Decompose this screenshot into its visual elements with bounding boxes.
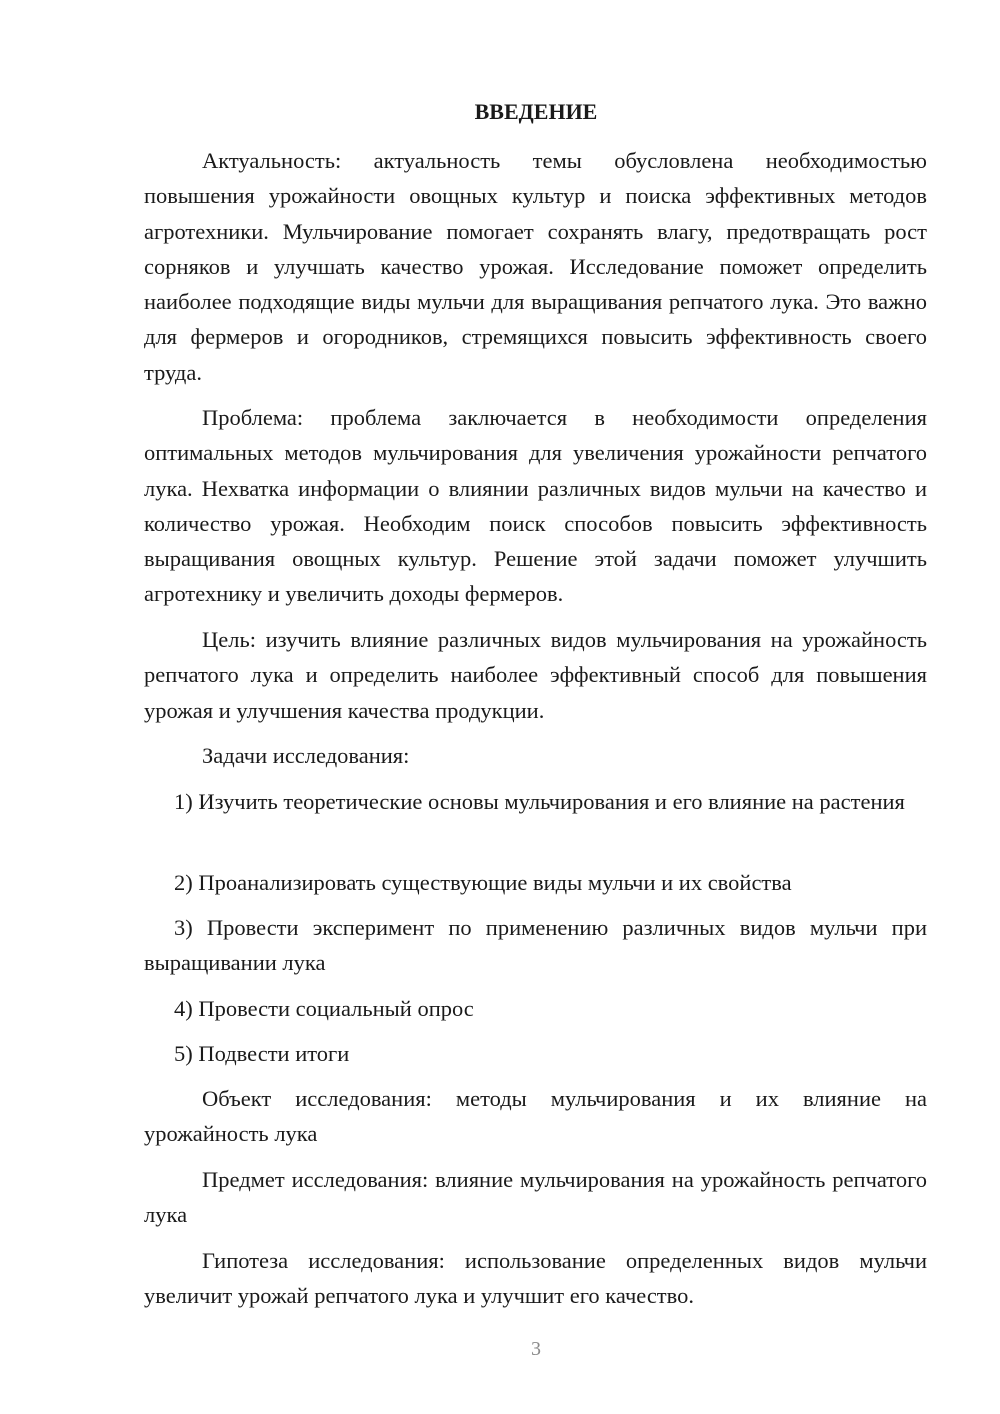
tasks-heading: Задачи исследования: — [202, 743, 410, 768]
problem-paragraph: Проблема: проблема заключается в необходимости определения оптимальных методов мульчирования для увеличения урожайности репчатого лука. Нехватка информации о влиянии различных видов мульчи на качество и количество урожая. Необходим поиск способов повысить эффективность выращивания овощных культур. Решение этой задачи поможет улучшить агротехнику и увеличить доходы фермеров. — [144, 405, 927, 607]
page-title: ВВЕДЕНИЕ — [474, 99, 598, 124]
task-item-3: 3) Провести эксперимент по применению различных видов мульчи при выращивании лука — [144, 915, 927, 976]
hypothesis-paragraph: Гипотеза исследования: использование определенных видов мульчи увеличит урожай репчатого лука и улучшит его качество. — [144, 1248, 927, 1309]
subject-paragraph: Предмет исследования: влияние мульчирования на урожайность репчатого лука — [144, 1167, 927, 1228]
task-item-4: 4) Провести социальный опрос — [174, 996, 474, 1021]
object-paragraph: Объект исследования: методы мульчирования и их влияние на урожайность лука — [144, 1086, 927, 1147]
task-item-2: 2) Проанализировать существующие виды мульчи и их свойства — [174, 870, 792, 895]
goal-paragraph: Цель: изучить влияние различных видов мульчирования на урожайность репчатого лука и определить наиболее эффективный способ для повышения урожая и улучшения качества продукции. — [144, 627, 927, 723]
task-item-1: 1) Изучить теоретические основы мульчирования и его влияние на растения — [174, 789, 905, 814]
task-item-5: 5) Подвести итоги — [174, 1041, 350, 1066]
relevance-paragraph: Актуальность: актуальность темы обусловлена необходимостью повышения урожайности овощных культур и поиска эффективных методов агротехники. Мульчирование помогает сохранять влагу, предотвращать рост сорняков и улучшать качество урожая. Исследование поможет определить наиболее подходящие виды мульчи для выращивания репчатого лука. Это важно для фермеров и огородников, стремящихся повысить эффективность своего труда. — [144, 148, 927, 385]
page-number: 3 — [531, 1338, 541, 1360]
